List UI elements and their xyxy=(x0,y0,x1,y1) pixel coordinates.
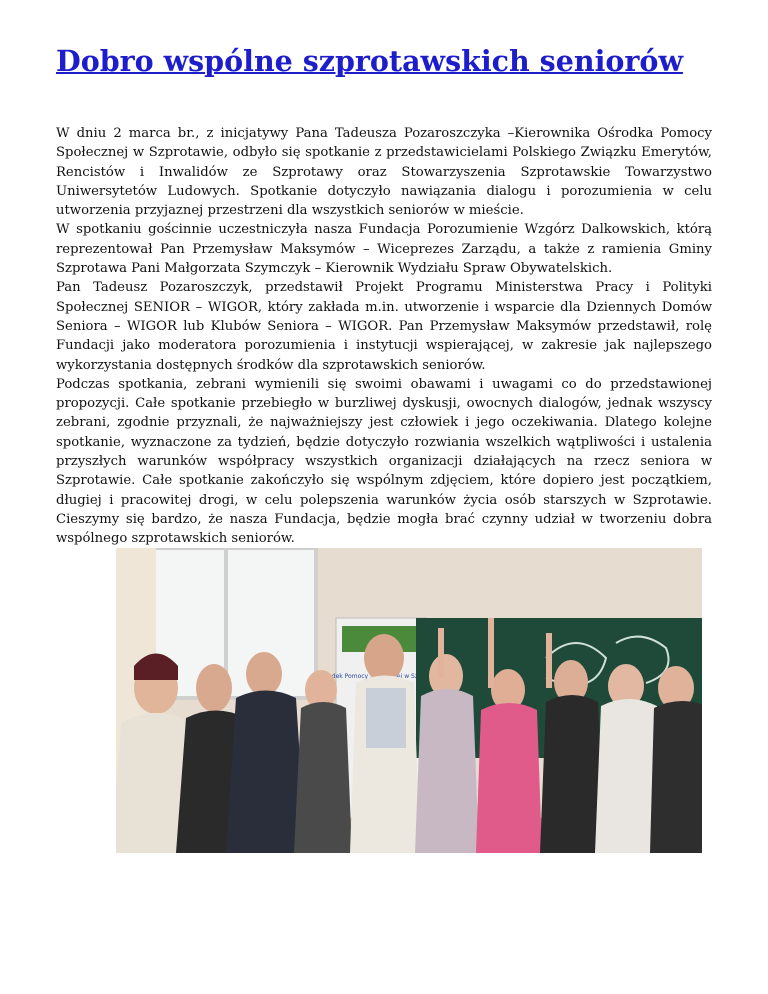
paragraph-4: Podczas spotkania, zebrani wymienili się swoimi obawami i uwagami co do przedstawionej propozycji. Całe spotkanie przebiegło w burzliwej dyskusji, owocnych dialogów, jednak wszyscy zebrani, zgodnie przyznali, że najważniejszy jest człowiek i jego oczekiwania. Dlatego kolejne spotkanie, wyznaczone za tydzień, będzie dotyczyło rozwiania wszelkich wątpliwości i ustalenia przyszłych warunków współpracy wszystkich organizacji działających na rzecz seniora w Szprotawie. Całe spotkanie zakończyło się wspólnym zdjęciem, które dopiero jest początkiem, długiej i pracowitej drogi, w celu polepszenia warunków życia osób starszych w Szprotawie. Cieszymy się bardzo, że nasza Fundacja, będzie mogła brać czynny udział w tworzeniu dobra wspólnego szprotawskich seniorów. xyxy=(56,376,712,547)
group-photo xyxy=(116,548,702,853)
paragraph-3: Pan Tadeusz Pozaroszczyk, przedstawił Projekt Programu Ministerstwa Pracy i Polityki Społecznej SENIOR – WIGOR, który zakłada m.in. utworzenie i wsparcie dla Dziennych Domów Seniora – WIGOR lub Klubów Seniora – WIGOR. Pan Przemysław Maksymów przedstawił, rolę Fundacji jako moderatora porozumienia i instytucji wspierającej, w zakresie jak najlepszego wykorzystania dostępnych środków dla szprotawskich seniorów. xyxy=(56,280,712,373)
group-photo-illustration xyxy=(116,548,702,853)
banner-text: Pomocy w xyxy=(344,673,410,680)
article-title[interactable]: Dobro wspólne szprotawskich seniorów xyxy=(56,44,683,78)
paragraph-2: W spotkaniu gościnnie uczestniczyła nasza Fundacja Porozumienie Wzgórz Dalkowskich, którą reprezentował Pan Przemysław Maksymów – Wiceprezes Zarządu, a także z ramienia Gminy Szprotawa Pani Małgorzata Szymczyk – Kierownik Wydziału Spraw Obywatelskich. xyxy=(56,222,712,277)
article-body xyxy=(56,124,712,549)
paragraph-1: W dniu 2 marca br., z inicjatywy Pana Tadeusza Pozaroszczyka –Kierownika Ośrodka Pomocy Społecznej w Szprotawie, odbyło się spotkanie z przedstawicielami Polskiego Związku Emerytów, Rencistów i Inwalidów ze Szprotawy oraz Stowarzyszenia Szprotawskie Towarzystwo Uniwersytetów Ludowych. Spotkanie dotyczyło nawiązania dialogu i porozumienia w celu utworzenia przyjaznej przestrzeni dla wszystkich seniorów w mieście. xyxy=(56,126,712,219)
